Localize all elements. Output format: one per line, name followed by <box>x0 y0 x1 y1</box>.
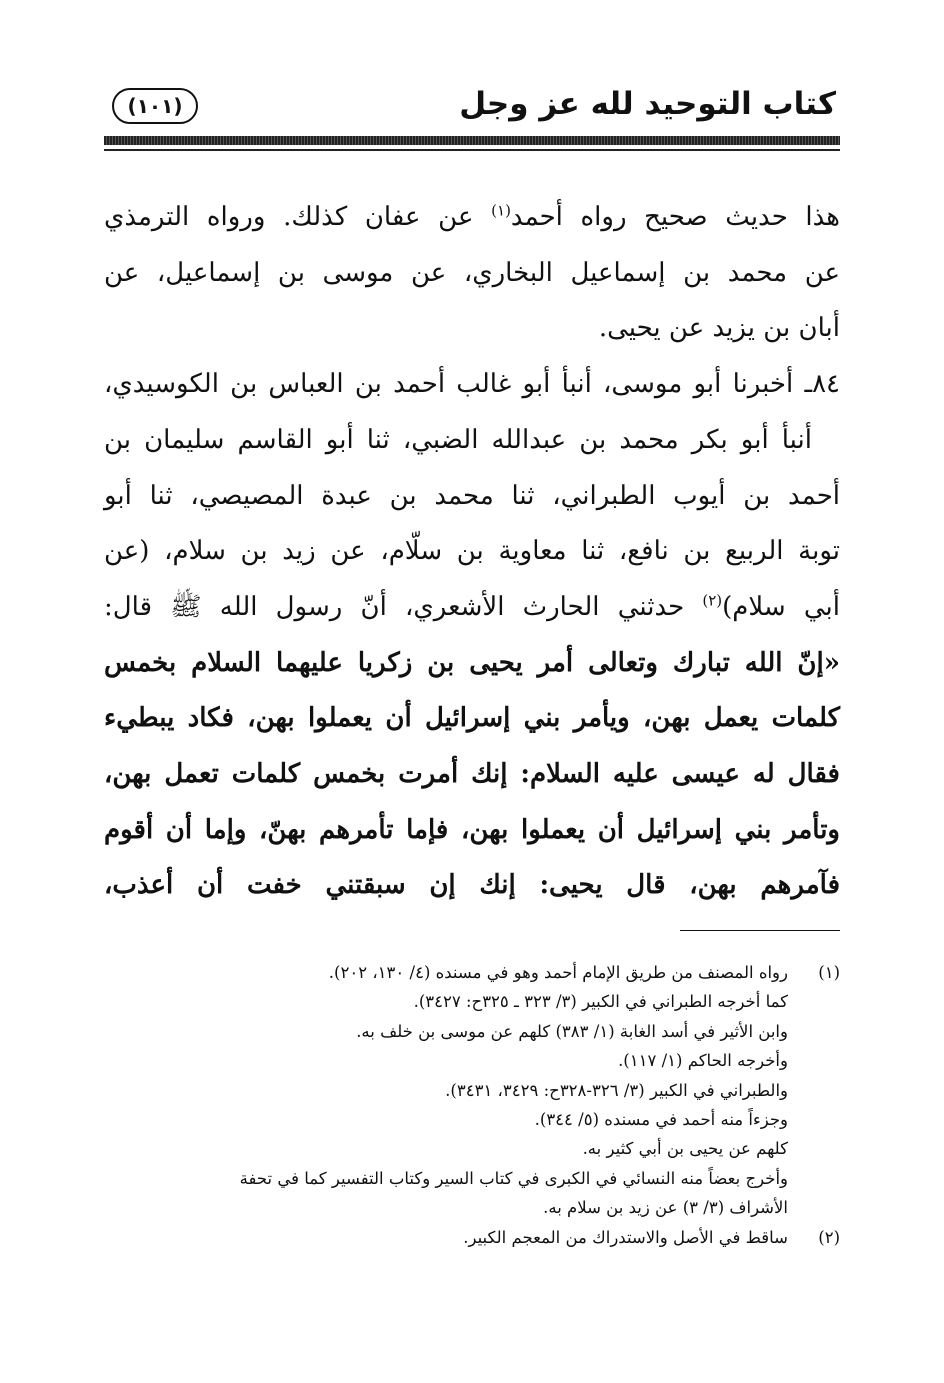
text-line: أنبأ أبو بكر محمد بن عبدالله الضبي، ثنا أبو القاسم سليمان بن <box>104 424 812 455</box>
header-rule-thin <box>104 149 840 151</box>
text-line: ٨٤ـ أخبرنا أبو موسى، أنبأ أبو غالب أحمد بن العباس بن الكوسيدي، <box>104 369 840 400</box>
text-line <box>104 580 840 636</box>
bold-text-line: «إنّ الله تبارك وتعالى أمر يحيى بن زكريا عليهما السلام بخمس <box>104 647 840 678</box>
text-segment: حدثني الحارث الأشعري، أنّ رسول الله ﷺ قال: <box>104 591 685 622</box>
bold-text-line: وتأمر بني إسرائيل أن يعملوا بهن، فإما تأمرهم بهنّ، وإما أن أقوم <box>104 814 840 845</box>
text-line <box>104 190 840 246</box>
footnotes <box>104 958 840 1252</box>
bold-text-line: فقال له عيسى عليه السلام: إنك أمرت بخمس كلمات تعمل بهن، <box>104 759 840 790</box>
footnote-line: وأخرج بعضاً منه النسائي في الكبرى في كتاب السير وكتاب التفسير كما في تحفة <box>239 1168 788 1188</box>
text-segment: هذا حديث صحيح رواه أحمد <box>510 202 840 232</box>
text-line: أحمد بن أيوب الطبراني، ثنا محمد بن عبدة المصيصي، ثنا أبو <box>104 480 840 511</box>
running-header-title: كتاب التوحيد لله عز وجل <box>459 86 836 122</box>
text-line: أبان بن يزيد عن يحيى. <box>598 313 840 344</box>
main-text <box>104 190 840 914</box>
footnote-line: كلهم عن يحيى بن أبي كثير به. <box>582 1139 788 1159</box>
bold-text-line: كلمات يعمل بهن، ويأمر بني إسرائيل أن يعملوا بهن، فكاد يبطيء <box>104 703 840 734</box>
footnote-ref-1: (١) <box>491 201 511 220</box>
footnote-number: (١) <box>818 963 840 982</box>
footnote-line: رواه المصنف من طريق الإمام أحمد وهو في مسنده (٤/ ١٣٠، ٢٠٢). <box>328 963 788 982</box>
footnote-line: وأخرجه الحاكم (١/ ١١٧). <box>618 1051 788 1071</box>
footnote-line: ساقط في الأصل والاستدراك من المعجم الكبير. <box>463 1227 788 1247</box>
text-line: توبة الربيع بن نافع، ثنا معاوية بن سلّام، عن زيد بن سلام، (عن <box>104 536 840 567</box>
paragraph-1 <box>104 190 840 357</box>
footnote-line: وجزءاً منه أحمد في مسنده (٥/ ٣٤٤). <box>534 1110 788 1130</box>
footnote-separator <box>680 930 840 931</box>
bold-text-line: فآمرهم بهن، قال يحيى: إنك إن سبقتني خفت أن أعذب، <box>104 870 840 901</box>
footnote-2 <box>104 1223 840 1252</box>
text-segment: أبي سلام) <box>722 591 841 622</box>
page-number: (١٠١) <box>112 88 198 124</box>
footnote-1 <box>104 958 840 1223</box>
footnote-number: (٢) <box>818 1227 840 1247</box>
header-rule-thick <box>104 136 840 145</box>
text-segment: عن عفان كذلك. ورواه الترمذي <box>104 202 474 232</box>
text-line: عن محمد بن إسماعيل البخاري، عن موسى بن إسماعيل، عن <box>104 257 840 288</box>
footnote-line: وابن الأثير في أسد الغابة (١/ ٣٨٣) كلهم عن موسى بن خلف به. <box>356 1021 788 1041</box>
footnote-ref-2: (٢) <box>702 591 723 610</box>
footnote-line: والطبراني في الكبير (٣/ ٣٢٦-٣٢٨ح: ٣٤٢٩، ٣٤٣١). <box>445 1080 788 1100</box>
footnote-line: الأشراف (٣/ ٣) عن زيد بن سلام به. <box>543 1198 788 1218</box>
footnote-line: كما أخرجه الطبراني في الكبير (٣/ ٣٢٣ ـ ٣٢٥ح: ٣٤٢٧). <box>413 992 788 1012</box>
hadith-84 <box>104 357 840 914</box>
